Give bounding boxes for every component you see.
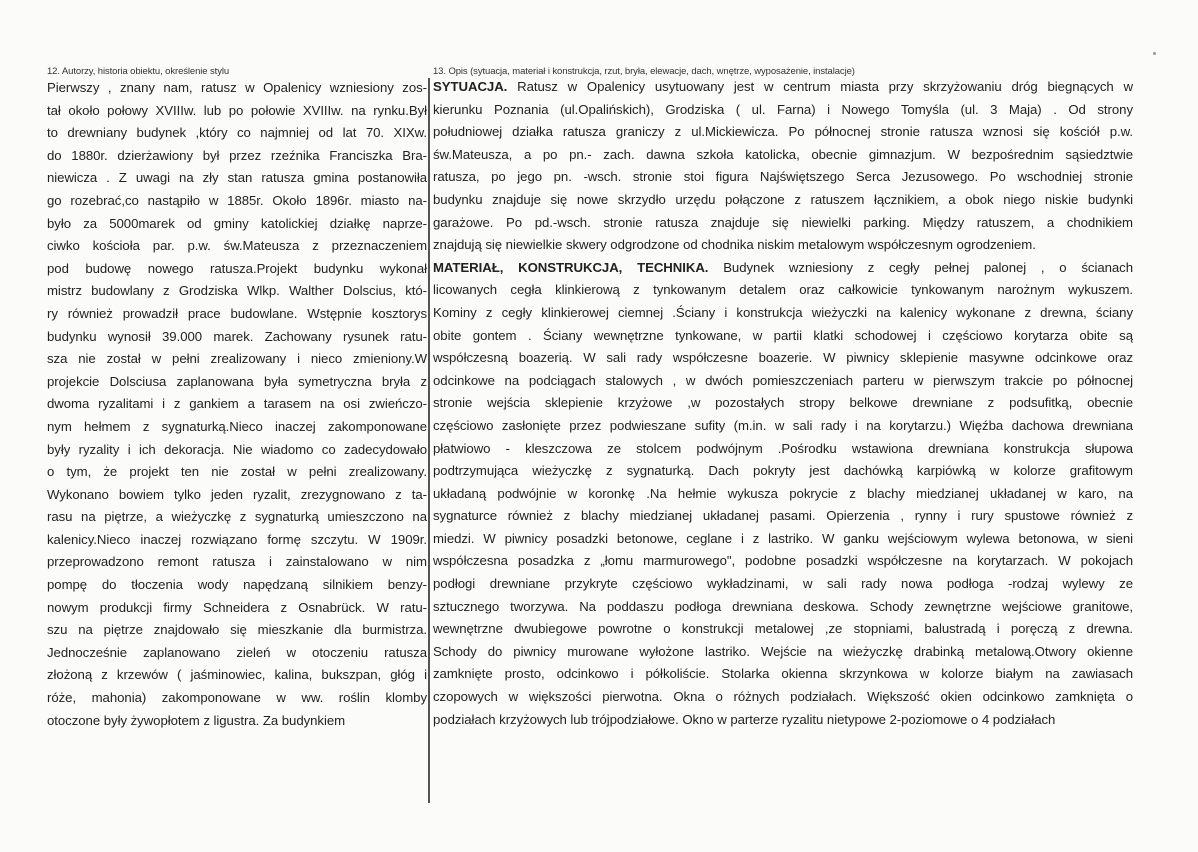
left-text-line: budynku wynosił 39.000 marek. Zachowany rysunek ratu- (47, 328, 427, 344)
left-text-line: Jednocześnie zaplanowano zieleń w otoczeniu ratusza (47, 644, 427, 660)
left-text-line: dwoma ryzalitami i z gankiem a tarasem na osi zwieńczo- (47, 396, 427, 412)
section-lead: MATERIAŁ, KONSTRUKCJA, TECHNIKA. (433, 259, 709, 275)
left-text-line: Pierwszy , znany nam, ratusz w Opalenicy wzniesiony zos- (47, 80, 427, 95)
right-text-line: obite gontem . Ściany wewnętrzne tynkowane, w partii klatki schodowej i częściowo korytarza obite są (433, 327, 1133, 343)
left-text-line: nym hełmem z sygnaturką.Nieco inaczej zakomponowane (47, 418, 427, 434)
right-text-line: miedzi. W piwnicy posadzki betonowe, ceglane i z lastriko. W ganku wejściowym wylewa betonowa, w sieni (433, 530, 1133, 546)
left-text-line: mistrz budowlany z Grodziska Wlkp. Walther Dolscius, któ- (47, 283, 427, 299)
left-text-line: ry również prowadził prace budowlane. Wstępnie kosztorys (47, 305, 427, 321)
right-text-line: podziałach krzyżowych lub trójpodziałowe. Okno w parterze ryzalitu nietypowe 2-poziomowe o 4 podziałach (433, 711, 1056, 727)
left-text-line: ciwko kościoła par. p.w. św.Mateusza z przeznaczeniem (47, 238, 427, 254)
right-text-line: SYTUACJA. Ratusz w Opalenicy usytuowany jest w centrum miasta przy skrzyżowaniu dróg biegnących w (433, 79, 1133, 94)
left-column-text (47, 77, 427, 732)
left-text-line: projekcie Dolsciusa zaplanowana była symetryczna bryła z (47, 373, 427, 389)
left-text-line: niewicza . Z uwagi na zły stan ratusza gmina postanowiła (47, 170, 427, 186)
left-text-line: rasu na piętrze, a wieżyczkę z sygnaturką umieszczono na (47, 509, 427, 525)
left-text-line: tał około połowy XVIIIw. lub po połowie XVIIIw. na rynku.Był (47, 102, 427, 118)
left-text-line: pompę do tłoczenia wody napędzaną silnikiem benzy- (47, 577, 427, 593)
right-text-line: odcinkowe na podciągach stalowych , w dwóch pomieszczeniach parteru w pierwszym trakcie po północnej (433, 372, 1133, 388)
right-text-line: Schody do piwnicy murowane wyłożone lastriko. Wejście na wieżyczkę drabinką metalową.Otwory okienne (433, 643, 1133, 659)
left-text-line: sza nie został w pełni zrealizowany i nieco zmieniony.W (47, 351, 427, 367)
right-text-line: współczesną boazerią. W sali rady współczesne boazerie. W piwnicy sklepienie masywne odcinkowe oraz (433, 350, 1133, 366)
left-text-line: Wykonano bowiem tylko jeden ryzalit, zrezygnowano z ta- (47, 486, 427, 502)
left-text-line: do 1880r. dzierżawiony był przez rzeźnika Franciszka Bra- (47, 147, 427, 163)
right-text-line: św.Mateusza, a po pn.- zach. dawna szkoła katolicka, obecnie gimnazjum. W bezpośrednim sąsiedztwie (433, 146, 1133, 162)
right-text-line: podtrzymująca wieżyczkę z sygnaturką. Dach pokryty jest dachówką karpiówką w kolorze grafitowym (433, 463, 1133, 479)
right-text-line: współczesna posadzka z „łomu marmurowego", podobne posadzki współczesne na korytarzach. W pokojach (433, 553, 1133, 569)
right-text-line: podłogi drewniane przykryte częściowo wykładzinami, w sali rady nowa podłoga -rodzaj wylewy ze (433, 576, 1133, 592)
left-text-line: o tym, że projekt ten nie został w pełni zrealizowany. (47, 464, 427, 480)
right-text-line: układaną podwójnie w koronkę .Na hełmie wykusza pokrycie z blachy miedzianej układanej w karo, na (433, 485, 1133, 501)
left-text-line: róże, mahonia) zakomponowane w ww. roślin klomby (47, 690, 427, 706)
left-text-line: go rozebrać,co nastąpiło w 1885r. Około 1896r. miasto na- (47, 192, 427, 208)
left-text-line: było za 5000marek od gminy katolickiej działkę naprze- (47, 215, 427, 231)
right-text-line: znajdują się niewielkie skwery odgrodzone od chodnika niskim metalowym współczesnym ogrodzeniem. (433, 237, 1036, 253)
left-column (47, 66, 427, 732)
right-text-line: ratusza, po jego pn. -wsch. stronie stoi figura Najświętszego Serca Jezusowego. Po wschodniej stronie (433, 169, 1133, 185)
right-text-line: sztucznego tworzywa. Na poddaszu podłoga drewniana deskowa. Schody zewnętrzne wejściowe granitowe, (433, 598, 1133, 614)
section-12-heading: 12. Autorzy, historia obiektu, określenie stylu (47, 66, 230, 77)
left-text-line: były ryzality i ich dekoracja. Nie wiadomo co zadecydowało (47, 441, 427, 457)
left-text-line: to drewniany budynek ,który co najmniej od lat 70. XIXw. (47, 125, 427, 141)
right-text-line: budynku znajduje się nowe skrzydło urzędu połączone z ratuszem łącznikiem, a obok niego niskie budynki (433, 191, 1133, 207)
right-text-line: stronie wejścia sklepienie krzyżowe ,w pozostałych stropy belkowe drewniane z podsufitką, obecnie (433, 395, 1133, 411)
right-text-line: Kominy z cegły klinkierowej ciemnej .Ściany i konstrukcja wieżyczki na kalenicy wykonane z drewna, ściany (433, 304, 1133, 320)
left-text-line: nowym produkcji firmy Schneidera z Osnabrück. W ratu- (47, 599, 427, 615)
right-text-line: czopowych w większości pierwotna. Okna o różnych podziałach. Większość okien odcinkowo zamknięta o (433, 689, 1133, 705)
left-text-line: przeprowadzono remont ratusza i zainstalowano w nim (47, 554, 427, 570)
right-text-line: częściowo zasłonięte przez podwieszane sufity (m.in. w sali rady i na korytarzu.) Więźba dachowa drewniana (433, 417, 1133, 433)
left-text-line: kalenicy.Nieco inaczej rozwiązano formę szczytu. W 1909r. (47, 531, 427, 547)
right-text-line: południowej działka ratusza graniczy z ul.Mickiewicza. Po północnej stronie ratusza wznosi się kościół p.w. (433, 124, 1133, 140)
left-text-line: szu na piętrze znajdowało się mieszkanie dla burmistrza. (47, 622, 427, 638)
scan-speck (1153, 52, 1156, 55)
column-divider (428, 78, 430, 803)
right-text-line: kierunku Poznania (ul.Opalińskich), Grodziska ( ul. Farna) i Nowego Tomyśla (ul. 3 Maja) . Od strony (433, 101, 1133, 117)
right-text-line: wewnętrzne dwubiegowe powrotne o konstrukcji metalowej ,ze stopniami, balustradą i poręczą z drewna. (433, 621, 1133, 637)
right-text-line: garażowe. Po pd.-wsch. stronie ratusza znajduje się niewielki parking. Między ratuszem, a chodnikiem (433, 214, 1133, 230)
right-text-line: MATERIAŁ, KONSTRUKCJA, TECHNIKA. Budynek wzniesiony z cegły pełnej palonej , o ścianach (433, 259, 1133, 275)
right-text-line: sygnaturce również z blachy miedzianej układanej pasami. Opierzenia , rynny i rury spustowe również z (433, 508, 1133, 524)
left-text-line: pod budowę nowego ratusza.Projekt budynku wykonał (47, 260, 427, 276)
right-column (433, 66, 1133, 731)
left-text-line: otoczone były żywopłotem z ligustra. Za budynkiem (47, 712, 346, 728)
right-text-line: zamknięte prosto, odcinkowo i półkoliście. Stolarka okienna skrzynkowa w kolorze białym na zawiasach (433, 666, 1133, 682)
section-13-heading: 13. Opis (sytuacja, materiał i konstrukcja, rzut, bryła, elewacje, dach, wnętrze, wyposażenie, instalacje) (433, 66, 855, 77)
right-column-text (433, 76, 1133, 731)
section-lead: SYTUACJA. (433, 79, 508, 94)
left-text-line: złożoną z krzewów ( jaśminowiec, kalina, bukszpan, głóg i (47, 667, 427, 683)
right-text-line: płatwiowo - kleszczowa ze stolcem podwójnym .Pośrodku wstawiona drewniana konstrukcja słupowa (433, 440, 1133, 456)
right-text-line: licowanych cegła klinkierową z tynkowanym detalem oraz całkowicie tynkowanym narożnym wykuszem. (433, 282, 1133, 298)
